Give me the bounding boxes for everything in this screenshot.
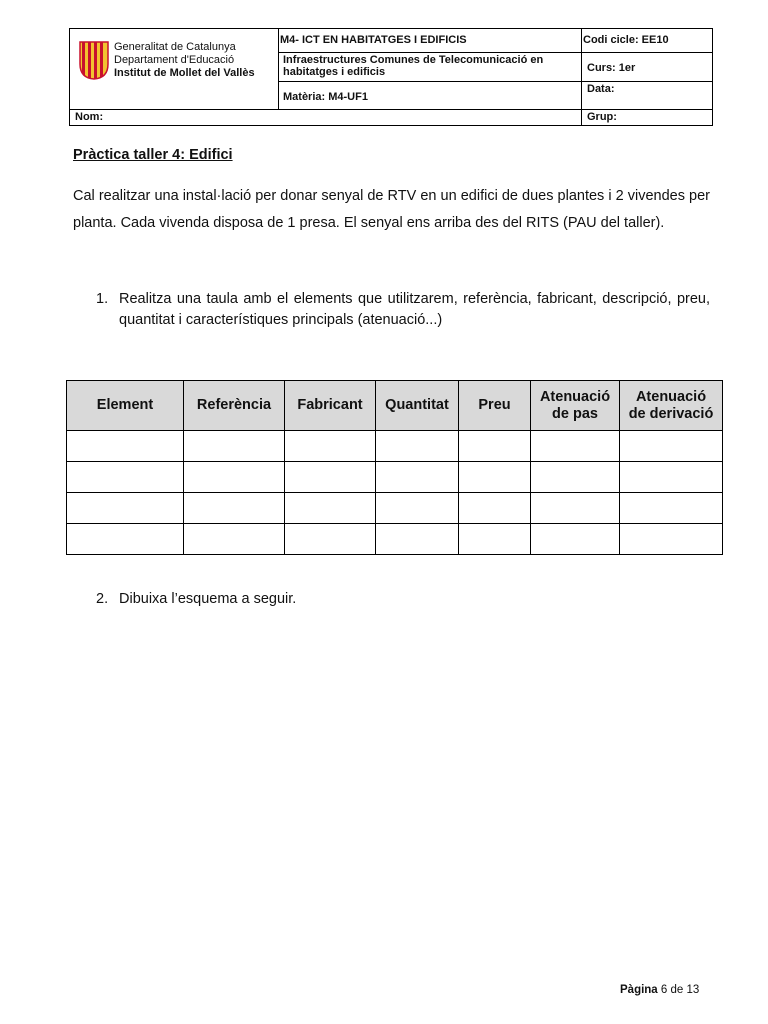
column-header-atenuacio-pas: Atenuació de pas xyxy=(531,381,620,431)
table-cell[interactable] xyxy=(620,493,723,524)
list-item-text: Dibuixa l’esquema a seguir. xyxy=(119,591,297,607)
course-title: Infraestructures Comunes de Telecomunicació en habitatges i edificis xyxy=(283,54,544,78)
table-row xyxy=(67,462,723,493)
table-cell[interactable] xyxy=(285,462,376,493)
group-label: Grup: xyxy=(587,111,617,123)
date-label: Data: xyxy=(587,83,615,95)
list-item xyxy=(96,289,710,330)
page-total: 13 xyxy=(686,984,700,996)
course-year: Curs: 1er xyxy=(587,62,636,74)
list-item-text: Realitza una taula amb el elements que utilitzarem, referència, fabricant, descripció, preu, quantitat i característiques principals (atenuació...) xyxy=(119,291,710,328)
name-label: Nom: xyxy=(75,111,104,123)
column-header-fabricant: Fabricant xyxy=(285,381,376,431)
logo-line-generalitat: Generalitat de Catalunya xyxy=(114,41,236,53)
intro-paragraph: Cal realitzar una instal·lació per donar senyal de RTV en un edifici de dues plantes i 2 vivendes per planta. Cada vivenda disposa de 1 presa. El senyal ens arriba des del RITS (PAU del taller). xyxy=(73,188,710,231)
header-divider xyxy=(278,81,713,82)
logo-line-departament: Departament d'Educació xyxy=(114,54,235,66)
header-divider xyxy=(581,29,582,126)
table-cell[interactable] xyxy=(184,493,285,524)
table-cell[interactable] xyxy=(67,493,184,524)
practice-title: Pràctica taller 4: Edifici xyxy=(73,147,233,163)
table-cell[interactable] xyxy=(376,524,459,555)
page-label: Pàgina xyxy=(620,984,658,996)
table-cell[interactable] xyxy=(376,462,459,493)
column-header-referencia: Referència xyxy=(184,381,285,431)
header-divider xyxy=(278,29,279,110)
table-cell[interactable] xyxy=(285,431,376,462)
table-cell[interactable] xyxy=(285,493,376,524)
table-cell[interactable] xyxy=(184,524,285,555)
table-cell[interactable] xyxy=(531,524,620,555)
table-cell[interactable] xyxy=(184,462,285,493)
page-of: de xyxy=(670,984,684,996)
header-divider xyxy=(70,109,713,110)
cycle-code: Codi cicle: EE10 xyxy=(583,34,669,46)
module-title: M4- ICT EN HABITATGES I EDIFICIS xyxy=(280,34,467,46)
table-cell[interactable] xyxy=(531,462,620,493)
table-cell[interactable] xyxy=(67,462,184,493)
table-row xyxy=(67,431,723,462)
subject-label: Matèria: M4-UF1 xyxy=(283,91,368,103)
logo-line-institut: Institut de Mollet del Vallès xyxy=(114,67,255,79)
generalitat-logo xyxy=(78,40,110,80)
elements-table xyxy=(66,380,723,555)
table-row xyxy=(67,524,723,555)
table-cell[interactable] xyxy=(67,431,184,462)
table-cell[interactable] xyxy=(459,524,531,555)
table-cell[interactable] xyxy=(531,493,620,524)
table-cell[interactable] xyxy=(459,493,531,524)
list-item xyxy=(96,589,710,610)
list-item-number: 2. xyxy=(96,591,109,607)
table-cell[interactable] xyxy=(67,524,184,555)
table-row xyxy=(67,493,723,524)
table-cell[interactable] xyxy=(376,493,459,524)
page-number: 6 xyxy=(660,984,668,996)
column-header-atenuacio-derivacio: Atenuació de derivació xyxy=(620,381,723,431)
table-cell[interactable] xyxy=(531,431,620,462)
table-cell[interactable] xyxy=(285,524,376,555)
column-header-preu: Preu xyxy=(459,381,531,431)
table-header-row xyxy=(67,381,723,431)
table-cell[interactable] xyxy=(184,431,285,462)
document-header xyxy=(69,28,713,126)
column-header-quantitat: Quantitat xyxy=(376,381,459,431)
header-divider xyxy=(278,52,713,53)
table-cell[interactable] xyxy=(620,524,723,555)
table-cell[interactable] xyxy=(620,462,723,493)
table-cell[interactable] xyxy=(376,431,459,462)
table-cell[interactable] xyxy=(459,431,531,462)
column-header-element: Element xyxy=(67,381,184,431)
list-item-number: 1. xyxy=(96,291,109,307)
table-cell[interactable] xyxy=(620,431,723,462)
table-cell[interactable] xyxy=(459,462,531,493)
logo-text xyxy=(114,41,255,80)
page-footer xyxy=(620,984,699,996)
